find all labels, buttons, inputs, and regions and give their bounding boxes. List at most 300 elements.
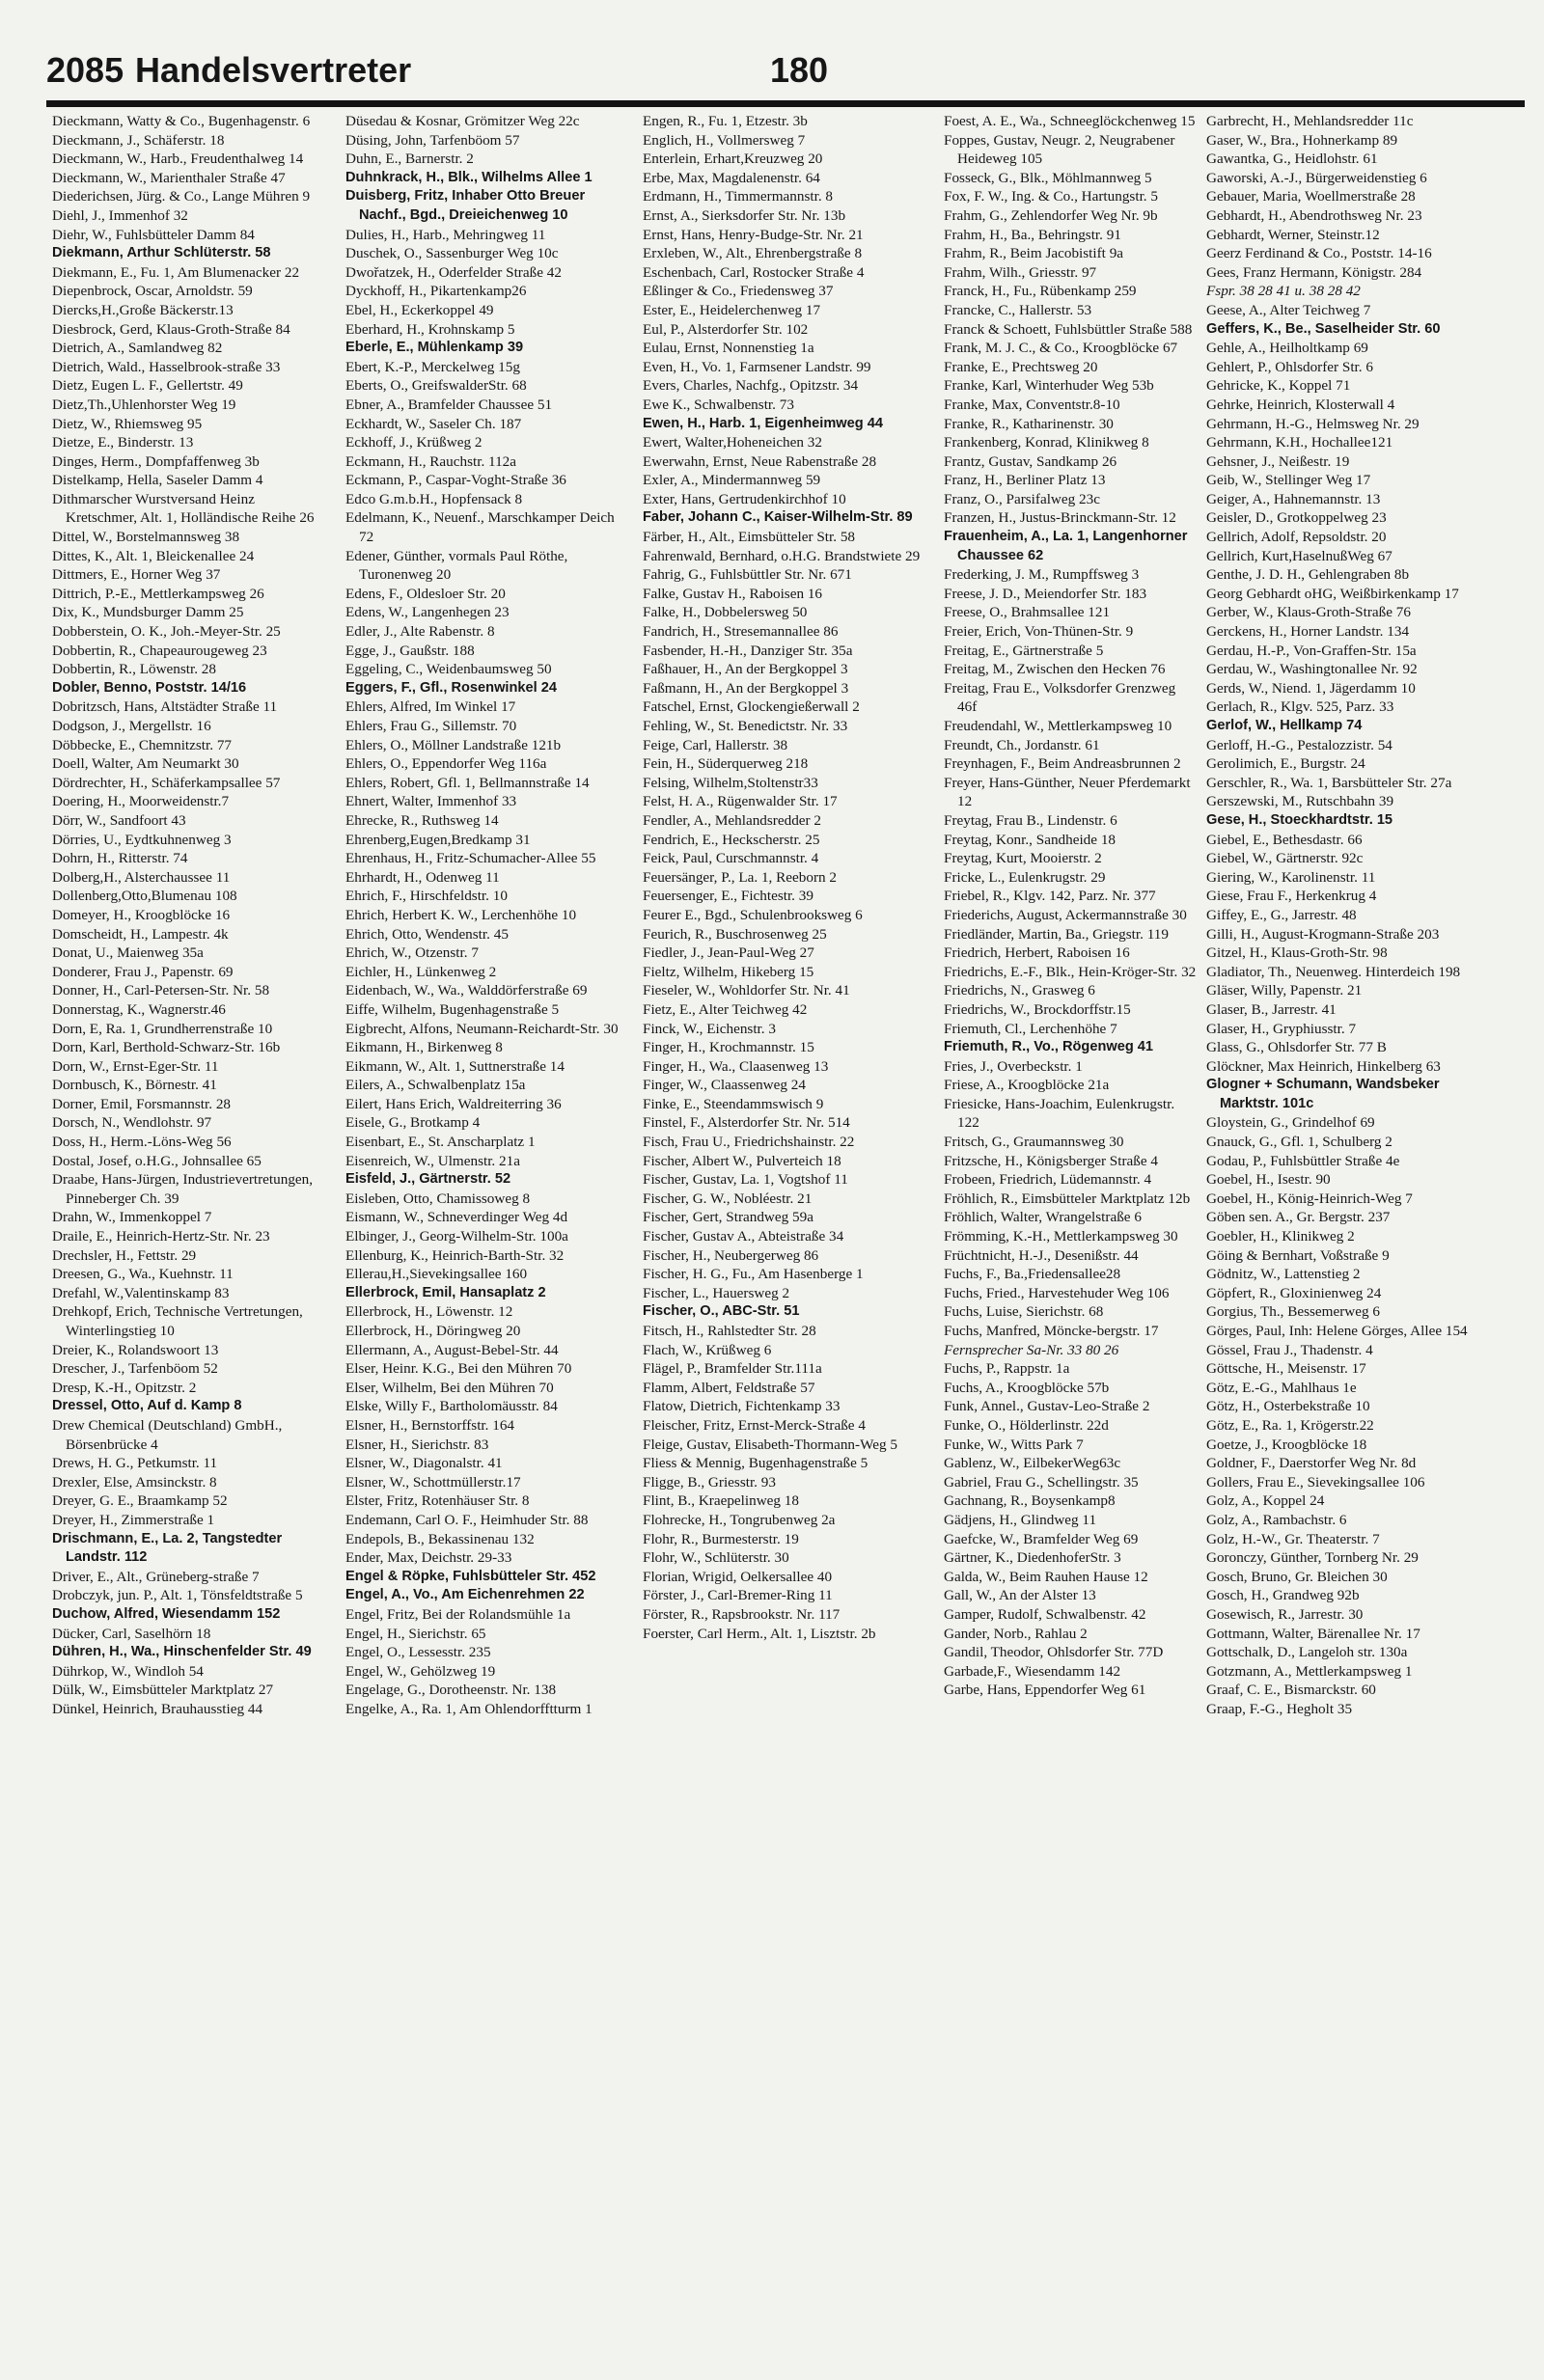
directory-entry: Foppes, Gustav, Neugr. 2, Neugrabener Heideweg 105 — [944, 131, 1175, 168]
directory-entry: Gese, H., Stoeckhardtstr. 15 — [1206, 811, 1393, 828]
directory-entry: Gehricke, K., Koppel 71 — [1206, 377, 1351, 395]
directory-entry: Förster, J., Carl-Bremer-Ring 11 — [643, 1587, 833, 1604]
directory-entry: Gilli, H., August-Krogmann-Straße 203 — [1206, 925, 1440, 943]
directory-entry: Franzen, H., Justus-Brinckmann-Str. 12 — [944, 509, 1176, 527]
directory-entry: Freitag, Frau E., Volksdorfer Grenzweg 46f — [944, 679, 1176, 716]
directory-entry: Engel, H., Sierichstr. 65 — [345, 1625, 486, 1642]
directory-entry: Götz, H., Osterbekstraße 10 — [1206, 1398, 1370, 1415]
directory-entry: Georg Gebhardt oHG, Weißbirkenkamp 17 — [1206, 585, 1459, 602]
directory-entry: Duisberg, Fritz, Inhaber Otto Breuer Nachf., Bgd., Dreieichenweg 10 — [345, 188, 586, 223]
directory-entry: Fox, F. W., Ing. & Co., Hartungstr. 5 — [944, 188, 1158, 205]
directory-entry: Ehrich, F., Hirschfeldstr. 10 — [345, 888, 508, 905]
directory-entry: Goebler, H., Klinikweg 2 — [1206, 1228, 1355, 1245]
directory-entry: Gaworski, A.-J., Bürgerweidenstieg 6 — [1206, 169, 1427, 186]
directory-entry: Dördrechter, H., Schäferkampsallee 57 — [52, 774, 281, 791]
directory-entry: Golz, H.-W., Gr. Theaterstr. 7 — [1206, 1530, 1380, 1547]
directory-entry: Enterlein, Erhart,Kreuzweg 20 — [643, 150, 823, 168]
directory-entry: Friedländer, Martin, Ba., Griegstr. 119 — [944, 925, 1169, 943]
directory-entry: Donner, H., Carl-Petersen-Str. Nr. 58 — [52, 982, 270, 999]
directory-entry: Gerdau, W., Washingtonallee Nr. 92 — [1206, 661, 1418, 678]
directory-entry: Garbade,F., Wiesendamm 142 — [944, 1662, 1121, 1680]
directory-entry: Gössel, Frau J., Thadenstr. 4 — [1206, 1341, 1373, 1358]
directory-entry: Ehlers, O., Möllner Landstraße 121b — [345, 736, 562, 753]
directory-entry: Fandrich, H., Stresemannallee 86 — [643, 623, 839, 641]
directory-entry: Ehrich, Otto, Wendenstr. 45 — [345, 925, 509, 943]
directory-entry: Eckhardt, W., Saseler Ch. 187 — [345, 415, 522, 432]
directory-entry: Fischer, Gustav A., Abteistraße 34 — [643, 1228, 844, 1245]
directory-entry: Friesicke, Hans-Joachim, Eulenkrugstr. 122 — [944, 1095, 1175, 1132]
directory-entry: Exter, Hans, Gertrudenkirchhof 10 — [643, 490, 846, 507]
directory-entry: Franck, H., Fu., Rübenkamp 259 — [944, 283, 1137, 300]
directory-entry: Freudendahl, W., Mettlerkampsweg 10 — [944, 718, 1172, 734]
directory-entry: Eisele, G., Brotkamp 4 — [345, 1114, 481, 1132]
directory-entry: Gachnang, R., Boysenkamp8 — [944, 1492, 1116, 1510]
directory-entry: Ehrich, Herbert K. W., Lerchenhöhe 10 — [345, 906, 577, 923]
directory-entry: Dobbertin, R., Chapeaurougeweg 23 — [52, 642, 267, 659]
directory-entry: Fischer, Albert W., Pulverteich 18 — [643, 1152, 841, 1169]
directory-entry: Fischer, Gustav, La. 1, Vogtshof 11 — [643, 1171, 848, 1189]
directory-entry: Fries, J., Overbeckstr. 1 — [944, 1057, 1083, 1075]
directory-entry: Fuchs, P., Rappstr. 1a — [944, 1360, 1070, 1378]
directory-entry: Felsing, Wilhelm,Stoltenstr33 — [643, 774, 818, 791]
directory-entry: Ewen, H., Harb. 1, Eigenheimweg 44 — [643, 415, 883, 431]
directory-entry: Faßmann, H., An der Bergkoppel 3 — [643, 679, 849, 697]
directory-entry: Dücker, Carl, Saselhörn 18 — [52, 1625, 211, 1642]
directory-entry: Fehling, W., St. Benedictstr. Nr. 33 — [643, 718, 848, 734]
directory-entry: Geffers, K., Be., Saselheider Str. 60 — [1206, 320, 1441, 337]
directory-entry: Eßlinger & Co., Friedensweg 37 — [643, 283, 834, 300]
directory-entry: Drefahl, W.,Valentinskamp 83 — [52, 1284, 230, 1301]
directory-entry: Fuchs, A., Kroogblöcke 57b — [944, 1379, 1110, 1396]
directory-entry: Donderer, Frau J., Papenstr. 69 — [52, 963, 234, 980]
directory-entry: Edco G.m.b.H., Hopfensack 8 — [345, 490, 523, 507]
directory-entry: Eiffe, Wilhelm, Bugenhagenstraße 5 — [345, 1000, 560, 1018]
directory-entry: Geiger, A., Hahnemannstr. 13 — [1206, 490, 1381, 507]
directory-entry: Diekmann, Arthur Schlüterstr. 58 — [52, 245, 271, 261]
directory-entry: Gabriel, Frau G., Schellingstr. 35 — [944, 1473, 1139, 1491]
directory-entry: Feick, Paul, Curschmannstr. 4 — [643, 850, 819, 867]
directory-entry: Fleischer, Fritz, Ernst-Merck-Straße 4 — [643, 1416, 866, 1434]
directory-entry: Domeyer, H., Kroogblöcke 16 — [52, 906, 231, 923]
directory-entry: Evers, Charles, Nachfg., Opitzstr. 34 — [643, 377, 859, 395]
directory-entry: Dorn, Karl, Berthold-Schwarz-Str. 16b — [52, 1039, 281, 1056]
directory-entry: Endepols, B., Bekassinenau 132 — [345, 1530, 535, 1547]
directory-entry: Dittel, W., Borstelmannsweg 38 — [52, 529, 240, 546]
directory-entry: Dobbertin, R., Löwenstr. 28 — [52, 661, 216, 678]
directory-entry: Fiedler, J., Jean-Paul-Weg 27 — [643, 944, 814, 962]
directory-entry: Finstel, F., Alsterdorfer Str. Nr. 514 — [643, 1114, 850, 1132]
directory-entry: Dittrich, P.-E., Mettlerkampsweg 26 — [52, 585, 264, 602]
directory-entry: Färber, H., Alt., Eimsbütteler Str. 58 — [643, 529, 856, 546]
directory-entry: Galda, W., Beim Rauhen Hause 12 — [944, 1568, 1148, 1585]
directory-entry: Elser, Heinr. K.G., Bei den Mühren 70 — [345, 1360, 572, 1378]
directory-entry: Engelke, A., Ra. 1, Am Ohlendorfftturm 1 — [345, 1700, 593, 1717]
directory-entry: Gebhardt, H., Abendrothsweg Nr. 23 — [1206, 206, 1422, 224]
directory-entry: Exler, A., Mindermannweg 59 — [643, 472, 821, 489]
directory-entry: Drexler, Else, Amsinckstr. 8 — [52, 1473, 217, 1491]
directory-entry: Gärtner, K., DiedenhoferStr. 3 — [944, 1549, 1121, 1567]
directory-entry: Flohrecke, H., Tongrubenweg 2a — [643, 1511, 836, 1528]
directory-entry: Fendler, A., Mehlandsredder 2 — [643, 811, 821, 829]
directory-entry: Ebert, K.-P., Merckelweg 15g — [345, 358, 520, 375]
directory-entry: Gerlach, R., Klgv. 525, Parz. 33 — [1206, 698, 1394, 716]
directory-entry: Fasbender, H.-H., Danziger Str. 35a — [643, 642, 853, 659]
directory-entry: Finger, W., Claassenweg 24 — [643, 1077, 806, 1094]
directory-entry: Frobeen, Friedrich, Lüdemannstr. 4 — [944, 1171, 1152, 1189]
directory-entry: Gerlof, W., Hellkamp 74 — [1206, 718, 1363, 733]
directory-entry: Ehlers, O., Eppendorfer Weg 116a — [345, 755, 547, 773]
directory-entry: Donat, U., Maienweg 35a — [52, 944, 204, 962]
directory-entry: Gellrich, Adolf, Repsoldstr. 20 — [1206, 529, 1387, 546]
directory-entry: Dyckhoff, H., Pikartenkamp26 — [345, 283, 527, 300]
directory-entry: Gandil, Theodor, Ohlsdorfer Str. 77D — [944, 1644, 1164, 1661]
directory-entry: Eberle, E., Mühlenkamp 39 — [345, 340, 524, 356]
directory-column-5 — [1206, 112, 1484, 2360]
directory-entry: Eichler, H., Lünkenweg 2 — [345, 963, 497, 980]
directory-entry: Frederking, J. M., Rumpffsweg 3 — [944, 566, 1140, 584]
directory-entry: Ender, Max, Deichstr. 29-33 — [345, 1549, 512, 1567]
directory-entry: Fritzsche, H., Königsberger Straße 4 — [944, 1152, 1158, 1169]
directory-entry: Gerds, W., Niend. 1, Jägerdamm 10 — [1206, 679, 1416, 697]
directory-entry: Eggeling, C., Weidenbaumsweg 50 — [345, 661, 552, 678]
directory-entry: Dinges, Herm., Dompfaffenweg 3b — [52, 452, 260, 470]
directory-entry: Eidenbach, W., Wa., Walddörferstraße 69 — [345, 982, 588, 999]
directory-entry: Eul, P., Alsterdorfer Str. 102 — [643, 320, 809, 338]
directory-entry: Edler, J., Alte Rabenstr. 8 — [345, 623, 495, 641]
directory-column-1 — [52, 112, 328, 2360]
directory-entry: Ernst, A., Sierksdorfer Str. Nr. 13b — [643, 206, 846, 224]
directory-entry: Gaefcke, W., Bramfelder Weg 69 — [944, 1530, 1139, 1547]
directory-entry: Endemann, Carl O. F., Heimhuder Str. 88 — [345, 1511, 589, 1528]
directory-entry: Garbrecht, H., Mehlandsredder 11c — [1206, 113, 1414, 129]
directory-entry: Förster, R., Rapsbrookstr. Nr. 117 — [643, 1605, 841, 1623]
directory-entry: Elster, Fritz, Rotenhäuser Str. 8 — [345, 1492, 530, 1510]
directory-entry: Goetze, J., Kroogblöcke 18 — [1206, 1436, 1367, 1453]
directory-entry: Ewert, Walter,Hoheneichen 32 — [643, 434, 822, 451]
directory-entry: Donnerstag, K., Wagnerstr.46 — [52, 1000, 226, 1018]
directory-entry: Fischer, Gert, Strandweg 59a — [643, 1209, 813, 1226]
directory-entry: Domscheidt, H., Lampestr. 4k — [52, 925, 229, 943]
directory-entry: Ehrhardt, H., Odenweg 11 — [345, 868, 500, 886]
directory-entry: Edelmann, K., Neuenf., Marschkamper Deich 72 — [345, 509, 615, 546]
directory-entry: Diehl, J., Immenhof 32 — [52, 206, 188, 224]
directory-entry: Gerloff, H.-G., Pestalozzistr. 54 — [1206, 736, 1392, 753]
directory-entry: Feige, Carl, Hallerstr. 38 — [643, 736, 788, 753]
directory-entry: Fleige, Gustav, Elisabeth-Thormann-Weg 5 — [643, 1436, 897, 1453]
directory-entry: Fischer, G. W., Nobléestr. 21 — [643, 1190, 813, 1207]
directory-entry: Even, H., Vo. 1, Farmsener Landstr. 99 — [643, 358, 871, 375]
directory-entry: Dornbusch, K., Börnestr. 41 — [52, 1077, 217, 1094]
directory-entry: Dwořatzek, H., Oderfelder Straße 42 — [345, 263, 562, 281]
directory-entry: Gloystein, G., Grindelhof 69 — [1206, 1114, 1375, 1132]
directory-column-2 — [345, 112, 627, 2360]
directory-entry: Franke, Max, Conventstr.8-10 — [944, 396, 1120, 413]
directory-entry: Feurer E., Bgd., Schulenbrooksweg 6 — [643, 906, 863, 923]
directory-entry: Friedrichs, E.-F., Blk., Hein-Kröger-Str. 32 — [944, 963, 1197, 980]
directory-entry: Eckmann, P., Caspar-Voght-Straße 36 — [345, 472, 566, 489]
directory-entry: Giese, Frau F., Herkenkrug 4 — [1206, 888, 1377, 905]
page-number: 180 — [770, 50, 829, 90]
directory-entry: Gerolimich, E., Burgstr. 24 — [1206, 755, 1365, 773]
directory-entry: Dithmarscher Wurstversand Heinz Kretschmer, Alt. 1, Holländische Reihe 26 — [52, 490, 315, 527]
directory-entry: Freytag, Konr., Sandheide 18 — [944, 831, 1117, 848]
directory-entry: Eberts, O., GreifswalderStr. 68 — [345, 377, 527, 395]
directory-entry: Flamm, Albert, Feldstraße 57 — [643, 1379, 815, 1396]
directory-entry: Eisleben, Otto, Chamissoweg 8 — [345, 1190, 531, 1207]
directory-entry: Drews, H. G., Petkumstr. 11 — [52, 1455, 218, 1472]
directory-entry: Fosseck, G., Blk., Möhlmannweg 5 — [944, 169, 1152, 186]
directory-entry: Frahm, Wilh., Griesstr. 97 — [944, 263, 1097, 281]
directory-entry: Frahm, R., Beim Jacobistift 9a — [944, 245, 1124, 262]
directory-entry: Edens, W., Langenhegen 23 — [345, 604, 510, 621]
directory-entry: Funke, W., Witts Park 7 — [944, 1436, 1084, 1453]
directory-entry: Ellerau,H.,Sievekingsallee 160 — [345, 1266, 528, 1283]
directory-entry: Ehlers, Alfred, Im Winkel 17 — [345, 698, 516, 716]
directory-entry: Gehsner, J., Neißestr. 19 — [1206, 452, 1350, 470]
directory-entry: Fspr. 38 28 41 u. 38 28 42 — [1206, 283, 1361, 300]
directory-entry: Friederichs, August, Ackermannstraße 30 — [944, 906, 1187, 923]
directory-entry: Dittes, K., Alt. 1, Bleickenallee 24 — [52, 547, 255, 564]
directory-entry: Gehrmann, K.H., Hochallee121 — [1206, 434, 1393, 451]
directory-entry: Dühren, H., Wa., Hinschenfelder Str. 49 — [52, 1644, 312, 1660]
directory-entry: Freynhagen, F., Beim Andreasbrunnen 2 — [944, 755, 1181, 773]
directory-entry: Dünkel, Heinrich, Brauhausstieg 44 — [52, 1700, 263, 1717]
directory-entry: Fendrich, E., Heckscherstr. 25 — [643, 831, 820, 848]
directory-entry: Düsing, John, Tarfenböom 57 — [345, 131, 520, 149]
directory-entry: Gladiator, Th., Neuenweg. Hinterdeich 198 — [1206, 963, 1461, 980]
directory-entry: Elser, Wilhelm, Bei den Mühren 70 — [345, 1379, 554, 1396]
directory-entry: Dostal, Josef, o.H.G., Johnsallee 65 — [52, 1152, 262, 1169]
directory-entry: Doell, Walter, Am Neumarkt 30 — [52, 755, 239, 773]
directory-entry: Dohrn, H., Ritterstr. 74 — [52, 850, 188, 867]
directory-entry: Frankenberg, Konrad, Klinikweg 8 — [944, 434, 1149, 451]
directory-entry: Franke, Karl, Winterhuder Weg 53b — [944, 377, 1154, 395]
directory-entry: Funk, Annel., Gustav-Leo-Straße 2 — [944, 1398, 1150, 1415]
directory-entry: Geib, W., Stellinger Weg 17 — [1206, 472, 1371, 489]
directory-entry: Funke, O., Hölderlinstr. 22d — [944, 1416, 1109, 1434]
directory-entry: Döbbecke, E., Chemnitzstr. 77 — [52, 736, 233, 753]
directory-entry: Gamper, Rudolf, Schwalbenstr. 42 — [944, 1605, 1146, 1623]
directory-entry: Glass, G., Ohlsdorfer Str. 77 B — [1206, 1039, 1387, 1056]
directory-entry: Franz, H., Berliner Platz 13 — [944, 472, 1106, 489]
directory-entry: Ernst, Hans, Henry-Budge-Str. Nr. 21 — [643, 226, 864, 243]
directory-entry: Duhn, E., Barnerstr. 2 — [345, 150, 474, 168]
directory-entry: Dorsch, N., Wendlohstr. 97 — [52, 1114, 212, 1132]
directory-entry: Goronczy, Günther, Tornberg Nr. 29 — [1206, 1549, 1419, 1567]
directory-entry: Edener, Günther, vormals Paul Röthe, Turonenweg 20 — [345, 547, 568, 584]
directory-entry: Freytag, Frau B., Lindenstr. 6 — [944, 811, 1117, 829]
directory-entry: Diercks,H.,Große Bäckerstr.13 — [52, 301, 234, 318]
directory-entry: Finck, W., Eichenstr. 3 — [643, 1020, 776, 1037]
directory-entry: Eckhoff, J., Krüßweg 2 — [345, 434, 482, 451]
directory-entry: Falke, Gustav H., Raboisen 16 — [643, 585, 823, 602]
directory-entry: Fröhlich, R., Eimsbütteler Marktplatz 12b — [944, 1190, 1191, 1207]
directory-entry: Gotzmann, A., Mettlerkampsweg 1 — [1206, 1662, 1413, 1680]
directory-entry: Dreyer, G. E., Braamkamp 52 — [52, 1492, 228, 1510]
directory-entry: Franke, R., Katharinenstr. 30 — [944, 415, 1114, 432]
directory-entry: Gorgius, Th., Bessemerweg 6 — [1206, 1303, 1380, 1321]
directory-entry: Eilert, Hans Erich, Waldreiterring 36 — [345, 1095, 562, 1112]
directory-entry: Gerdau, H.-P., Von-Graffen-Str. 15a — [1206, 642, 1417, 659]
directory-entry: Ester, E., Heidelerchenweg 17 — [643, 301, 821, 318]
directory-entry: Feuersenger, E., Fichtestr. 39 — [643, 888, 813, 905]
directory-entry: Elske, Willy F., Bartholomäusstr. 84 — [345, 1398, 558, 1415]
directory-entry: Flint, B., Kraepelinweg 18 — [643, 1492, 799, 1510]
directory-entry: Englich, H., Vollmersweg 7 — [643, 131, 806, 149]
directory-entry: Gaser, W., Bra., Hohnerkamp 89 — [1206, 131, 1398, 149]
directory-entry: Friedrich, Herbert, Raboisen 16 — [944, 944, 1130, 962]
directory-entry: Dreyer, H., Zimmerstraße 1 — [52, 1511, 215, 1528]
directory-entry: Gawantka, G., Heidlohstr. 61 — [1206, 150, 1378, 168]
directory-entry: Gerber, W., Klaus-Groth-Straße 76 — [1206, 604, 1411, 621]
directory-entry: Dobler, Benno, Poststr. 14/16 — [52, 679, 247, 696]
directory-entry: Genthe, J. D. H., Gehlengraben 8b — [1206, 566, 1410, 584]
directory-entry: Fietz, E., Alter Teichweg 42 — [643, 1000, 808, 1018]
directory-entry: Flägel, P., Bramfelder Str.111a — [643, 1360, 822, 1378]
directory-entry: Flatow, Dietrich, Fichtenkamp 33 — [643, 1398, 841, 1415]
directory-entry: Drischmann, E., La. 2, Tangstedter Landstr. 112 — [52, 1530, 283, 1566]
directory-entry: Dix, K., Mundsburger Damm 25 — [52, 604, 244, 621]
directory-entry: Gellrich, Kurt,HaselnußWeg 67 — [1206, 547, 1392, 564]
directory-entry: Eikmann, W., Alt. 1, Suttnerstraße 14 — [345, 1057, 565, 1075]
page-header — [46, 42, 1525, 98]
directory-entry: Drahn, W., Immenkoppel 7 — [52, 1209, 212, 1226]
directory-entry: Dorner, Emil, Forsmannstr. 28 — [52, 1095, 232, 1112]
directory-entry: Fernsprecher Sa-Nr. 33 80 26 — [944, 1341, 1119, 1358]
directory-entry: Glogner + Schumann, Wandsbeker Marktstr. 101c — [1206, 1077, 1440, 1111]
directory-entry: Göpfert, R., Gloxinienweg 24 — [1206, 1284, 1382, 1301]
directory-entry: Gläser, Willy, Papenstr. 21 — [1206, 982, 1363, 999]
directory-entry: Geisler, D., Grotkoppelweg 23 — [1206, 509, 1387, 527]
directory-entry: Fischer, H. G., Fu., Am Hasenberge 1 — [643, 1266, 864, 1283]
directory-entry: Ellerbrock, H., Löwenstr. 12 — [345, 1303, 513, 1321]
directory-entry: Faber, Johann C., Kaiser-Wilhelm-Str. 89 — [643, 509, 913, 526]
directory-entry: Dörries, U., Eydtkuhnenweg 3 — [52, 831, 232, 848]
directory-entry: Geese, A., Alter Teichweg 7 — [1206, 301, 1371, 318]
directory-entry: Gottmann, Walter, Bärenallee Nr. 17 — [1206, 1625, 1420, 1642]
directory-entry: Dietrich, A., Samlandweg 82 — [52, 340, 223, 357]
directory-entry: Erdmann, H., Timmermannstr. 8 — [643, 188, 834, 205]
directory-column-4 — [944, 112, 1197, 2360]
directory-entry: Feuersänger, P., La. 1, Reeborn 2 — [643, 868, 837, 886]
directory-entry: Gosch, Bruno, Gr. Bleichen 30 — [1206, 1568, 1388, 1585]
directory-entry: Fischer, O., ABC-Str. 51 — [643, 1303, 800, 1320]
directory-entry: Ebel, H., Eckerkoppel 49 — [345, 301, 494, 318]
directory-entry: Friemuth, Cl., Lerchenhöhe 7 — [944, 1020, 1117, 1037]
directory-entry: Geerz Ferdinand & Co., Poststr. 14-16 — [1206, 245, 1432, 262]
directory-entry: Gädjens, H., Glindweg 11 — [944, 1511, 1097, 1528]
directory-entry: Dülk, W., Eimsbütteler Marktplatz 27 — [52, 1682, 274, 1699]
directory-entry: Dieckmann, W., Harb., Freudenthalweg 14 — [52, 150, 304, 168]
directory-entry: Götz, E.-G., Mahlhaus 1e — [1206, 1379, 1357, 1396]
directory-entry: Foerster, Carl Herm., Alt. 1, Lisztstr. 2b — [643, 1625, 876, 1642]
directory-entry: Dobberstein, O. K., Joh.-Meyer-Str. 25 — [52, 623, 281, 641]
directory-entry: Frömming, K.-H., Mettlerkampsweg 30 — [944, 1228, 1178, 1245]
directory-entry: Ehlers, Frau G., Sillemstr. 70 — [345, 718, 517, 734]
directory-entry: Früchtnicht, H.-J., Desenißstr. 44 — [944, 1246, 1139, 1264]
directory-entry: Giebel, W., Gärtnerstr. 92c — [1206, 850, 1364, 867]
directory-entry: Eigbrecht, Alfons, Neumann-Reichardt-Str. 30 — [345, 1020, 619, 1037]
directory-entry: Dieckmann, Watty & Co., Bugenhagenstr. 6 — [52, 113, 311, 129]
directory-entry: Görges, Paul, Inh: Helene Görges, Allee 154 — [1206, 1323, 1468, 1339]
directory-entry: Dobritzsch, Hans, Altstädter Straße 11 — [52, 698, 278, 716]
directory-entry: Frank, M. J. C., & Co., Kroogblöcke 67 — [944, 340, 1178, 357]
directory-entry: Dietz, Eugen L. F., Gellertstr. 49 — [52, 377, 243, 395]
directory-entry: Feurich, R., Buschrosenweg 25 — [643, 925, 827, 943]
directory-entry: Fritsch, G., Graumannsweg 30 — [944, 1134, 1124, 1151]
directory-entry: Eismann, W., Schneverdinger Weg 4d — [345, 1209, 568, 1226]
directory-entry: Finke, E., Steendammswisch 9 — [643, 1095, 824, 1112]
directory-entry: Dulies, H., Harb., Mehringweg 11 — [345, 226, 546, 243]
directory-entry: Dressel, Otto, Auf d. Kamp 8 — [52, 1398, 242, 1414]
directory-entry: Dittmers, E., Horner Weg 37 — [52, 566, 221, 584]
directory-entry: Friebel, R., Klgv. 142, Parz. Nr. 377 — [944, 888, 1156, 905]
directory-entry: Flohr, W., Schlüterstr. 30 — [643, 1549, 789, 1567]
directory-entry: Erbe, Max, Magdalenenstr. 64 — [643, 169, 820, 186]
directory-entry: Golz, A., Koppel 24 — [1206, 1492, 1325, 1510]
directory-entry: Gehle, A., Heilholtkamp 69 — [1206, 340, 1368, 357]
directory-entry: Giering, W., Karolinenstr. 11 — [1206, 868, 1376, 886]
directory-entry: Ehrenberg,Eugen,Bredkamp 31 — [345, 831, 531, 848]
directory-entry: Dollenberg,Otto,Blumenau 108 — [52, 888, 237, 905]
directory-entry: Eckmann, H., Rauchstr. 112a — [345, 452, 517, 470]
directory-entry: Dörr, W., Sandfoort 43 — [52, 811, 186, 829]
directory-entry: Friemuth, R., Vo., Rögenweg 41 — [944, 1039, 1154, 1055]
directory-entry: Eisenbart, E., St. Anscharplatz 1 — [345, 1134, 536, 1151]
directory-entry: Dietz, W., Rhiemsweg 95 — [52, 415, 203, 432]
directory-entry: Freytag, Kurt, Mooierstr. 2 — [944, 850, 1102, 867]
section-title: Handelsvertreter — [135, 50, 412, 90]
directory-entry: Gerszewski, M., Rutschbahn 39 — [1206, 793, 1394, 810]
directory-entry: Florian, Wrigid, Oelkersallee 40 — [643, 1568, 833, 1585]
directory-entry: Gehlert, P., Ohlsdorfer Str. 6 — [1206, 358, 1373, 375]
directory-entry: Fuchs, Manfred, Möncke-bergstr. 17 — [944, 1323, 1159, 1339]
directory-entry: Freitag, E., Gärtnerstraße 5 — [944, 642, 1104, 659]
directory-entry: Ehrenhaus, H., Fritz-Schumacher-Allee 55 — [345, 850, 596, 867]
directory-entry: Glaser, H., Gryphiusstr. 7 — [1206, 1020, 1357, 1037]
directory-entry: Doss, H., Herm.-Löns-Weg 56 — [52, 1134, 232, 1151]
directory-entry: Ellerbrock, H., Döringweg 20 — [345, 1323, 521, 1339]
directory-entry: Fuchs, F., Ba.,Friedensallee28 — [944, 1266, 1121, 1283]
directory-entry: Fisch, Frau U., Friedrichshainstr. 22 — [643, 1134, 855, 1151]
directory-entry: Engen, R., Fu. 1, Etzestr. 3b — [643, 113, 808, 129]
directory-entry: Dresp, K.-H., Opitzstr. 2 — [52, 1379, 197, 1396]
directory-entry: Friedrichs, W., Brockdorffstr.15 — [944, 1000, 1131, 1018]
directory-entry: Goldner, F., Daerstorfer Weg Nr. 8d — [1206, 1455, 1417, 1472]
directory-entry: Elsner, H., Sierichstr. 83 — [345, 1436, 489, 1453]
header-rule — [46, 100, 1525, 107]
directory-entry: Dietze, E., Binderstr. 13 — [52, 434, 194, 451]
directory-entry: Friedrichs, N., Grasweg 6 — [944, 982, 1095, 999]
directory-entry: Fuchs, Fried., Harvestehuder Weg 106 — [944, 1284, 1170, 1301]
directory-entry: Göben sen. A., Gr. Bergstr. 237 — [1206, 1209, 1391, 1226]
directory-entry: Fein, H., Süderquerweg 218 — [643, 755, 809, 773]
directory-entry: Dieckmann, W., Marienthaler Straße 47 — [52, 169, 286, 186]
directory-entry: Diesbrock, Gerd, Klaus-Groth-Straße 84 — [52, 320, 290, 338]
directory-entry: Fligge, B., Griesstr. 93 — [643, 1473, 776, 1491]
directory-entry: Elsner, H., Bernstorffstr. 164 — [345, 1416, 515, 1434]
directory-entry: Gehrmann, H.-G., Helmsweg Nr. 29 — [1206, 415, 1420, 432]
directory-entry: Gosch, H., Grandweg 92b — [1206, 1587, 1360, 1604]
directory-entry: Gottschalk, D., Langeloh str. 130a — [1206, 1644, 1408, 1661]
directory-entry: Franck & Schoett, Fuhlsbüttler Straße 588 — [944, 320, 1193, 338]
directory-entry: Elsner, W., Diagonalstr. 41 — [345, 1455, 503, 1472]
directory-entry: Finger, H., Wa., Claasenweg 13 — [643, 1057, 829, 1075]
directory-entry: Finger, H., Krochmannstr. 15 — [643, 1039, 814, 1056]
directory-entry: Fatschel, Ernst, Glockengießerwall 2 — [643, 698, 860, 716]
directory-entry: Ehnert, Walter, Immenhof 33 — [345, 793, 517, 810]
directory-entry: Dietrich, Wald., Hasselbrook-straße 33 — [52, 358, 281, 375]
